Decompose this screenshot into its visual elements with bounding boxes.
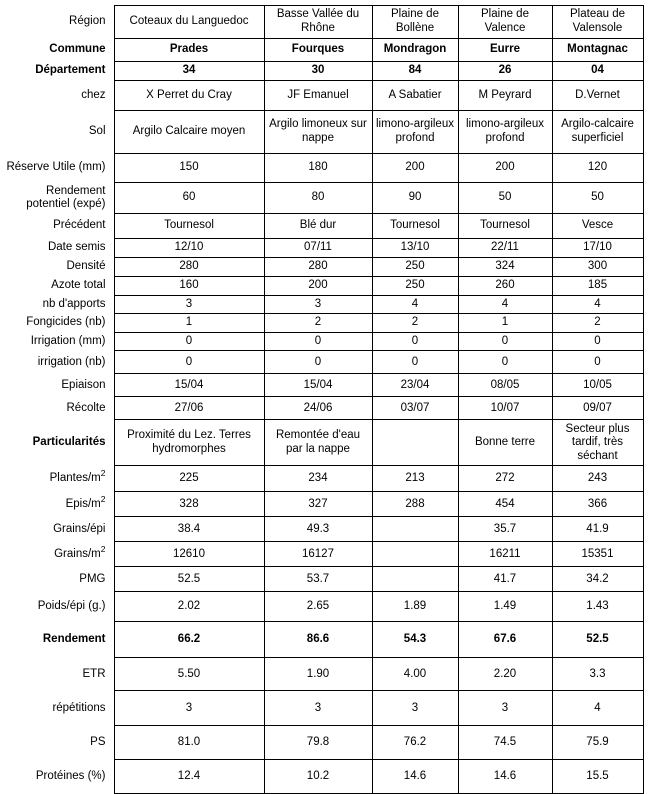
row-label: Epiaison [61, 378, 106, 391]
data-cell: Plaine de Bollène [372, 6, 458, 39]
data-cell: 66.2 [114, 622, 264, 658]
data-cell: 10/05 [552, 374, 643, 397]
table-row [0, 592, 643, 622]
table-row [0, 420, 643, 466]
table-row [0, 492, 643, 517]
data-cell: 27/06 [114, 397, 264, 420]
data-cell: 4.00 [372, 658, 458, 691]
data-cell: 454 [458, 492, 552, 517]
table-row [0, 183, 643, 214]
data-cell: 280 [264, 258, 372, 277]
data-cell: 34 [114, 62, 264, 81]
data-cell: 2 [372, 314, 458, 333]
data-cell: 24/06 [264, 397, 372, 420]
row-label: Fongicides (nb) [26, 316, 106, 329]
data-cell: 41.9 [552, 517, 643, 542]
data-cell: 150 [114, 154, 264, 183]
data-cell: 0 [372, 332, 458, 351]
data-cell: 75.9 [552, 726, 643, 760]
data-cell: 3 [114, 295, 264, 314]
table-row [0, 62, 643, 81]
data-cell: M Peyrard [458, 81, 552, 111]
data-cell: Mondragon [372, 39, 458, 62]
data-cell: 4 [372, 295, 458, 314]
data-cell: 5.50 [114, 658, 264, 691]
data-cell: 0 [372, 351, 458, 374]
data-cell: 15/04 [264, 374, 372, 397]
row-label: Grains/épi [53, 522, 106, 535]
table-row [0, 567, 643, 592]
row-label: Protéines (%) [35, 770, 106, 783]
table-row [0, 154, 643, 183]
data-cell: Vesce [552, 214, 643, 239]
data-cell: 04 [552, 62, 643, 81]
row-label: Epis/$m^2$ [65, 493, 106, 510]
data-cell [372, 542, 458, 567]
data-cell: limono-argileux profond [458, 111, 552, 154]
data-cell: 3 [114, 691, 264, 726]
data-cell: 07/11 [264, 239, 372, 258]
data-cell: Eurre [458, 39, 552, 62]
row-label: ETR [82, 667, 106, 680]
data-cell: 260 [458, 277, 552, 296]
trial-results-table [0, 5, 644, 794]
data-cell: 86.6 [264, 622, 372, 658]
data-cell: 0 [264, 351, 372, 374]
row-label: Récolte [66, 401, 106, 414]
data-cell: A Sabatier [372, 81, 458, 111]
data-cell: 243 [552, 466, 643, 492]
row-label: Réserve Utile (mm) [6, 161, 106, 174]
row-label: Azote total [51, 279, 106, 292]
table-row [0, 351, 643, 374]
data-cell: 26 [458, 62, 552, 81]
data-cell: 16211 [458, 542, 552, 567]
data-cell: 90 [372, 183, 458, 214]
superscript-two: 2 [100, 543, 106, 554]
data-cell: 0 [114, 332, 264, 351]
row-label: Plantes/$m^2$ [49, 468, 106, 485]
data-cell: Plaine de Valence [458, 6, 552, 39]
data-cell: 120 [552, 154, 643, 183]
data-cell: 23/04 [372, 374, 458, 397]
data-cell: 60 [114, 183, 264, 214]
data-cell: 213 [372, 466, 458, 492]
data-cell: 3.3 [552, 658, 643, 691]
data-cell: 76.2 [372, 726, 458, 760]
table-row [0, 517, 643, 542]
data-cell: 17/10 [552, 239, 643, 258]
table-row [0, 295, 643, 314]
data-cell: 0 [114, 351, 264, 374]
data-cell: 52.5 [114, 567, 264, 592]
data-cell: 2.02 [114, 592, 264, 622]
row-label: Rendement potentiel (expé) [26, 184, 106, 211]
table-row [0, 81, 643, 111]
data-cell: 35.7 [458, 517, 552, 542]
row-label: nb d'apports [42, 297, 106, 310]
data-cell: 200 [458, 154, 552, 183]
data-cell: Bonne terre [458, 420, 552, 466]
data-cell: 0 [264, 332, 372, 351]
data-cell: Argilo limoneux sur nappe [264, 111, 372, 154]
data-cell: 4 [458, 295, 552, 314]
data-cell: Proximité du Lez. Terres hydromorphes [114, 420, 264, 466]
row-label: PMG [79, 572, 106, 585]
row-label: Irrigation (mm) [30, 334, 106, 347]
table-row [0, 111, 643, 154]
data-cell: 1.49 [458, 592, 552, 622]
data-cell: D.Vernet [552, 81, 643, 111]
data-cell [372, 517, 458, 542]
data-cell: 327 [264, 492, 372, 517]
superscript-two: 2 [100, 493, 106, 504]
data-cell: 38.4 [114, 517, 264, 542]
data-cell: 41.7 [458, 567, 552, 592]
data-cell: 180 [264, 154, 372, 183]
row-label: Poids/épi (g.) [37, 600, 106, 613]
table-row [0, 658, 643, 691]
data-cell: 2.20 [458, 658, 552, 691]
row-label: Particularités [32, 436, 106, 449]
row-label: irrigation (nb) [37, 355, 106, 368]
data-cell: 53.7 [264, 567, 372, 592]
table-row [0, 39, 643, 62]
data-cell: 52.5 [552, 622, 643, 658]
data-cell: Tournesol [372, 214, 458, 239]
row-label: Grains/$m^2$ [54, 543, 106, 560]
data-cell: 300 [552, 258, 643, 277]
row-label: Commune [49, 43, 106, 56]
data-cell: 0 [458, 332, 552, 351]
data-cell: 1.90 [264, 658, 372, 691]
data-cell: 3 [264, 691, 372, 726]
data-cell: Secteur plus tardif, très séchant [552, 420, 643, 466]
row-label: répétitions [52, 701, 106, 714]
data-cell: 0 [552, 351, 643, 374]
data-cell: 366 [552, 492, 643, 517]
data-cell: 12.4 [114, 760, 264, 794]
data-cell: 14.6 [458, 760, 552, 794]
table-row [0, 374, 643, 397]
data-cell: 22/11 [458, 239, 552, 258]
data-cell: 12610 [114, 542, 264, 567]
table-row [0, 258, 643, 277]
table-body [0, 6, 643, 794]
data-cell [372, 420, 458, 466]
table-row [0, 466, 643, 492]
data-cell: limono-argileux profond [372, 111, 458, 154]
data-cell: X Perret du Cray [114, 81, 264, 111]
data-cell: 272 [458, 466, 552, 492]
data-cell: 50 [552, 183, 643, 214]
table-row [0, 332, 643, 351]
row-label: Rendement [42, 633, 106, 646]
data-cell: 185 [552, 277, 643, 296]
data-cell: 10.2 [264, 760, 372, 794]
data-cell: 74.5 [458, 726, 552, 760]
data-cell: Remontée d'eau par la nappe [264, 420, 372, 466]
data-cell: 03/07 [372, 397, 458, 420]
data-cell: 1.43 [552, 592, 643, 622]
data-cell: 15/04 [114, 374, 264, 397]
table-row [0, 542, 643, 567]
data-cell: Plateau de Valensole [552, 6, 643, 39]
table-row [0, 214, 643, 239]
data-cell: Prades [114, 39, 264, 62]
data-cell: 328 [114, 492, 264, 517]
data-cell: 225 [114, 466, 264, 492]
data-cell: 234 [264, 466, 372, 492]
data-cell: 288 [372, 492, 458, 517]
data-cell: 3 [458, 691, 552, 726]
data-cell: Tournesol [114, 214, 264, 239]
row-label: Département [35, 64, 106, 77]
data-cell: 160 [114, 277, 264, 296]
data-cell: 14.6 [372, 760, 458, 794]
row-label: Densité [66, 260, 106, 273]
data-cell: 4 [552, 295, 643, 314]
data-cell: 1 [114, 314, 264, 333]
data-cell: 09/07 [552, 397, 643, 420]
data-cell: 10/07 [458, 397, 552, 420]
data-cell: 16127 [264, 542, 372, 567]
data-cell: 81.0 [114, 726, 264, 760]
data-cell: 250 [372, 277, 458, 296]
table-row [0, 726, 643, 760]
table-row [0, 622, 643, 658]
superscript-two: 2 [100, 468, 106, 479]
data-cell: Tournesol [458, 214, 552, 239]
data-cell: 250 [372, 258, 458, 277]
data-cell [372, 567, 458, 592]
row-label: PS [90, 736, 106, 749]
data-cell: 280 [114, 258, 264, 277]
data-cell: Fourques [264, 39, 372, 62]
data-cell: 13/10 [372, 239, 458, 258]
data-cell: 80 [264, 183, 372, 214]
data-cell: 79.8 [264, 726, 372, 760]
data-cell: Blé dur [264, 214, 372, 239]
data-cell: Coteaux du Languedoc [114, 6, 264, 39]
data-cell: Basse Vallée du Rhône [264, 6, 372, 39]
data-cell: 3 [264, 295, 372, 314]
table-row [0, 760, 643, 794]
data-cell: 4 [552, 691, 643, 726]
data-cell: 84 [372, 62, 458, 81]
table-row [0, 397, 643, 420]
data-cell: 0 [552, 332, 643, 351]
data-cell: 1.89 [372, 592, 458, 622]
row-label: chez [81, 88, 106, 101]
data-cell: 67.6 [458, 622, 552, 658]
data-cell: 08/05 [458, 374, 552, 397]
data-cell: 15351 [552, 542, 643, 567]
table-row [0, 314, 643, 333]
table-row [0, 6, 643, 39]
data-cell: 50 [458, 183, 552, 214]
table-row [0, 239, 643, 258]
data-cell: 2 [264, 314, 372, 333]
data-cell: 200 [264, 277, 372, 296]
data-cell: 1 [458, 314, 552, 333]
data-cell: 200 [372, 154, 458, 183]
data-cell: 324 [458, 258, 552, 277]
row-label: Sol [88, 125, 106, 138]
row-label: Région [69, 15, 106, 28]
table-row [0, 691, 643, 726]
row-label: Précédent [53, 219, 106, 232]
data-cell: Argilo Calcaire moyen [114, 111, 264, 154]
data-cell: 30 [264, 62, 372, 81]
data-cell: 49.3 [264, 517, 372, 542]
data-cell: Montagnac [552, 39, 643, 62]
data-cell: 54.3 [372, 622, 458, 658]
data-cell: Argilo-calcaire superficiel [552, 111, 643, 154]
data-cell: 15.5 [552, 760, 643, 794]
data-cell: 12/10 [114, 239, 264, 258]
table-row [0, 277, 643, 296]
data-cell: JF Emanuel [264, 81, 372, 111]
data-cell: 34.2 [552, 567, 643, 592]
data-cell: 2.65 [264, 592, 372, 622]
data-cell: 2 [552, 314, 643, 333]
data-cell: 3 [372, 691, 458, 726]
row-label: Date semis [47, 241, 106, 254]
data-cell: 0 [458, 351, 552, 374]
